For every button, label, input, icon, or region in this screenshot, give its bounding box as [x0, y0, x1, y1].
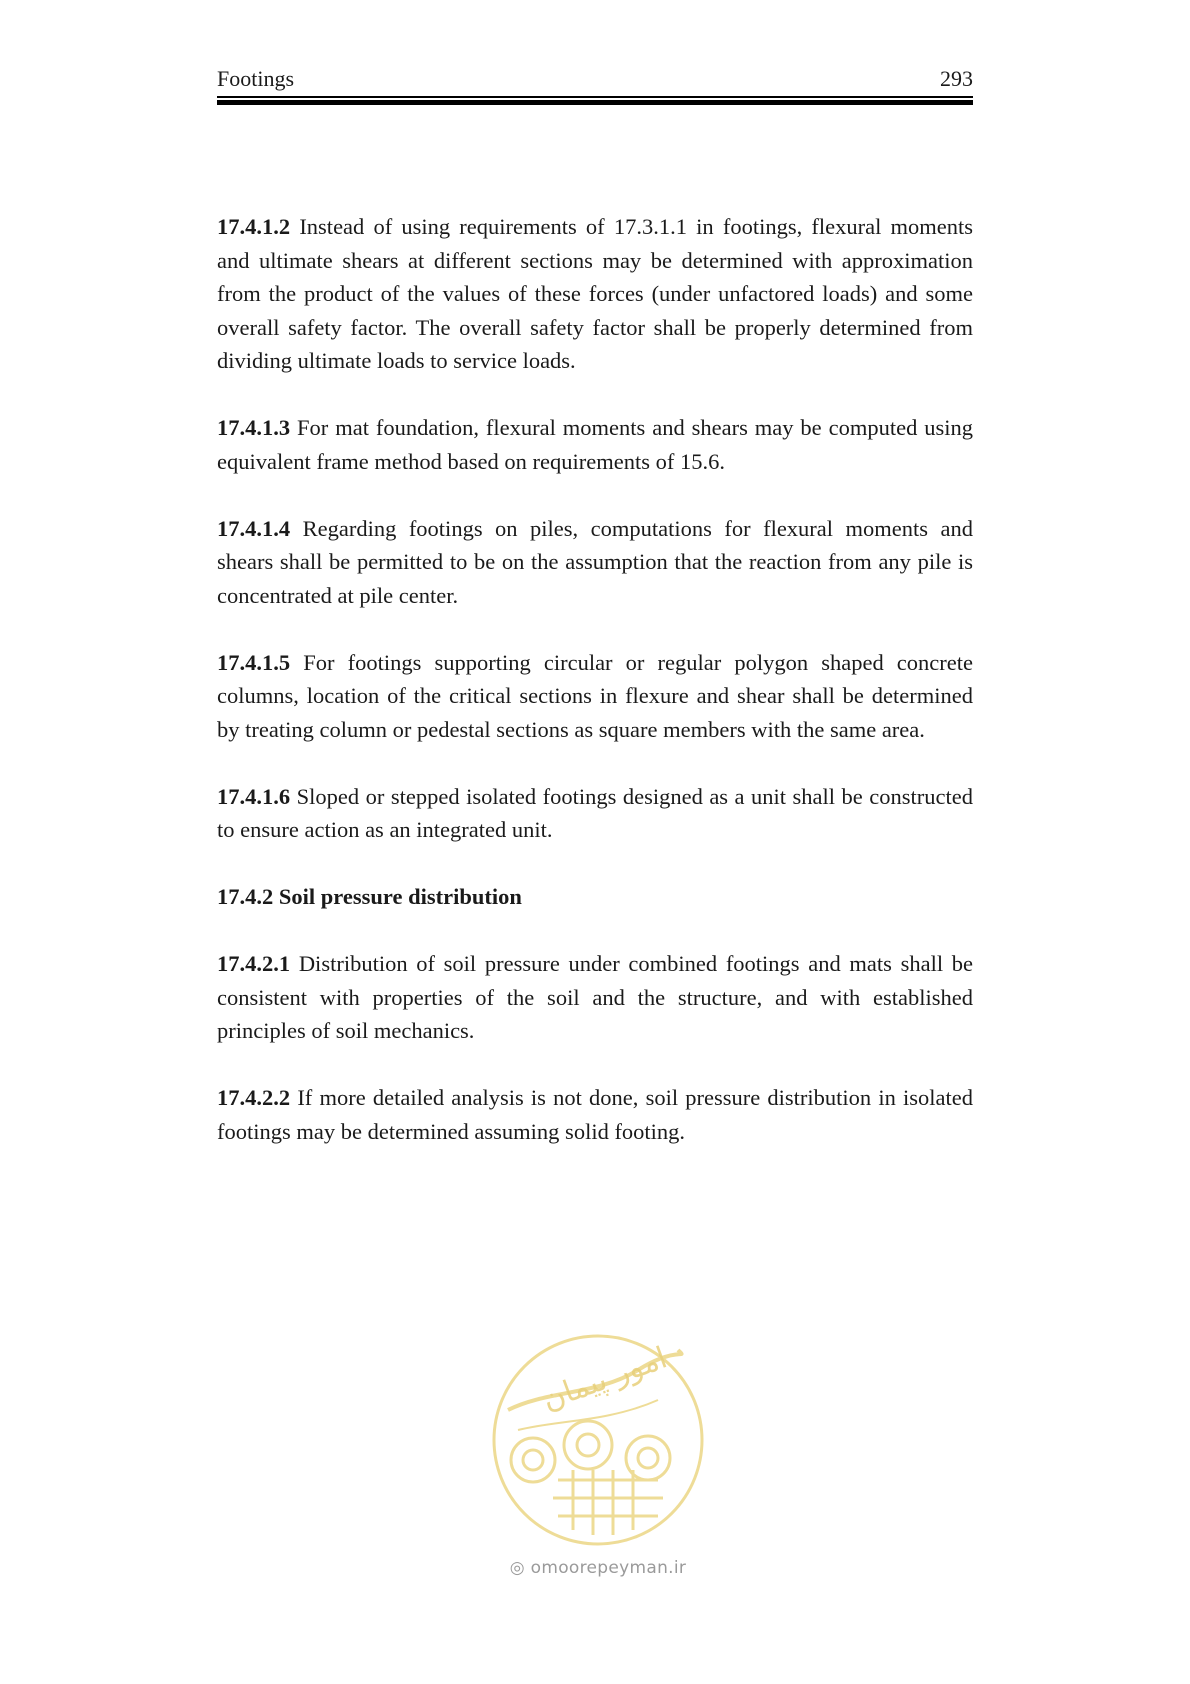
clause-17-4-2-2 — [217, 1081, 973, 1148]
watermark-url — [488, 1558, 708, 1578]
clause-text: Distribution of soil pressure under combined footings and mats shall be consistent with properties of the soil and the structure, and with established principles of soil mechanics. — [217, 951, 973, 1043]
watermark-script: امور پیمان — [537, 1340, 672, 1418]
section-heading: 17.4.2 Soil pressure distribution — [217, 884, 522, 909]
clause-text: If more detailed analysis is not done, soil pressure distribution in isolated footings may be determined assuming solid footing. — [217, 1085, 974, 1144]
clause-number: 17.4.2.2 — [217, 1085, 291, 1110]
clause-17-4-1-4 — [217, 512, 973, 613]
header-rule-thin — [217, 96, 973, 98]
header-rule-thick — [217, 100, 973, 105]
body-text — [217, 210, 973, 1182]
clause-17-4-1-2 — [217, 210, 973, 378]
clause-number: 17.4.1.6 — [217, 783, 291, 809]
clause-number: 17.4.1.4 — [217, 515, 291, 541]
clause-17-4-1-3 — [217, 411, 973, 478]
clause-text: For mat foundation, flexural moments and shears may be computed using equivalent frame method based on requirements of 15.6. — [217, 415, 973, 474]
running-header — [217, 64, 973, 94]
clause-text: Instead of using requirements of 17.3.1.1 in footings, flexural moments and ultimate shears at different sections may be determined with approximation from the product of the values of these forces (under unfactored loads) and some overall safety factor. The overall safety factor shall be properly determined from dividing ultimate loads to service loads. — [217, 214, 974, 373]
clause-number: 17.4.1.5 — [217, 649, 291, 675]
clause-text: For footings supporting circular or regular polygon shaped concrete columns, location of the critical sections in flexure and shear shall be determined by treating column or pedestal sections as square members with the same area. — [217, 649, 973, 742]
clause-text: Regarding footings on piles, computations for flexural moments and shears shall be permitted to be on the assumption that the reaction from any pile is concentrated at pile center. — [217, 515, 973, 608]
watermark-logo — [488, 1330, 708, 1550]
clause-number: 17.4.1.2 — [217, 214, 291, 239]
globe-icon: ◎ — [509, 1558, 525, 1578]
page-number: 293 — [940, 66, 973, 91]
clause-17-4-2-1 — [217, 947, 973, 1048]
clause-text: Sloped or stepped isolated footings designed as a unit shall be constructed to ensure action as an integrated unit. — [217, 783, 973, 842]
watermark-url-text: omoorepeyman.ir — [530, 1558, 687, 1578]
clause-17-4-1-5 — [217, 646, 973, 747]
clause-17-4-1-6 — [217, 780, 973, 847]
clause-number: 17.4.2.1 — [217, 951, 291, 976]
chapter-title: Footings — [217, 66, 295, 91]
clause-number: 17.4.1.3 — [217, 415, 291, 440]
watermark — [488, 1330, 708, 1590]
